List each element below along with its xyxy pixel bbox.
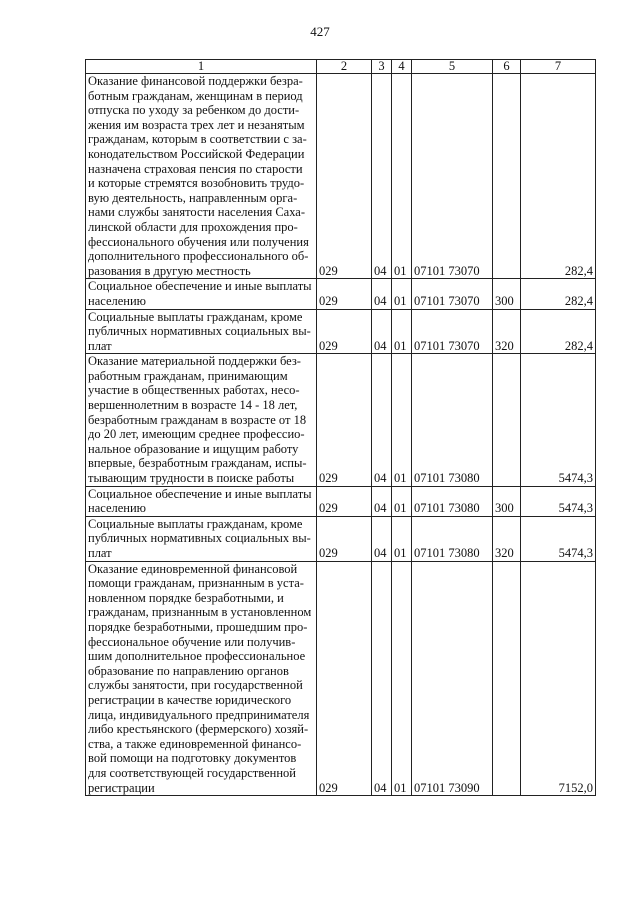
- row-description: [86, 354, 317, 486]
- description-line: до 20 лет, имеющим среднее профессио-: [88, 427, 305, 442]
- target-article-code: 07101 73070: [412, 309, 493, 354]
- description-line: линской области для прохождения про-: [88, 219, 298, 234]
- description-line: публичных нормативных социальных вы-: [88, 324, 311, 339]
- description-line: вершеннолетним в возрасте 14 - 18 лет,: [88, 398, 298, 413]
- column-header: 7: [521, 60, 596, 74]
- budget-table: [85, 59, 596, 796]
- description-line: ботным гражданам, женщинам в период: [88, 88, 303, 103]
- section-code: 04: [372, 516, 392, 561]
- subsection-code: 01: [392, 486, 412, 516]
- description-line: вую деятельность, направленным орга-: [88, 190, 298, 205]
- ministry-code: 029: [317, 309, 372, 354]
- description-line: населению: [88, 293, 146, 308]
- row-description: [86, 279, 317, 309]
- expense-type-code: 300: [493, 486, 521, 516]
- column-header: 5: [412, 60, 493, 74]
- section-code: 04: [372, 486, 392, 516]
- description-line: плат: [88, 338, 112, 353]
- ministry-code: 029: [317, 561, 372, 796]
- description-line: лица, индивидуального предпринимателя: [88, 707, 310, 722]
- description-line: Социальное обеспечение и иные выплаты: [88, 279, 312, 294]
- description-line: назначена страховая пенсия по старости: [88, 161, 303, 176]
- description-line: Социальное обеспечение и иные выплаты: [88, 486, 312, 501]
- row-description: [86, 516, 317, 561]
- amount: 282,4: [521, 309, 596, 354]
- description-line: новленном порядке безработными, и: [88, 590, 284, 605]
- description-line: плат: [88, 546, 112, 560]
- subsection-code: 01: [392, 309, 412, 354]
- description-line: регистрации: [88, 780, 155, 795]
- description-line: безработным гражданам в возрасте от 18: [88, 412, 307, 427]
- page-number: 427: [310, 24, 330, 39]
- description-line: нами службы занятости населения Саха-: [88, 205, 306, 220]
- subsection-code: 01: [392, 561, 412, 796]
- table-row: [86, 309, 596, 354]
- description-line: помощи гражданам, признанным в уста-: [88, 576, 304, 591]
- description-line: Оказание единовременной финансовой: [88, 561, 298, 576]
- target-article-code: 07101 73090: [412, 561, 493, 796]
- description-line: тывающим трудности в поиске работы: [88, 471, 295, 486]
- description-line: Социальные выплаты гражданам, кроме: [88, 309, 303, 324]
- section-code: 04: [372, 74, 392, 279]
- description-line: шим дополнительное профессиональное: [88, 649, 306, 664]
- table-header-row: [86, 60, 596, 74]
- ministry-code: 029: [317, 516, 372, 561]
- column-header: 4: [392, 60, 412, 74]
- description-line: либо крестьянского (фермерского) хозяй-: [88, 722, 309, 737]
- section-code: 04: [372, 354, 392, 486]
- description-line: ства, а также единовременной финансо-: [88, 736, 302, 751]
- description-line: гражданам, признанным в установленном: [88, 605, 312, 620]
- description-line: фессиональное обучение или получив-: [88, 634, 296, 649]
- row-description: [86, 309, 317, 354]
- table-row: [86, 486, 596, 516]
- ministry-code: 029: [317, 279, 372, 309]
- amount: 5474,3: [521, 486, 596, 516]
- description-line: разования в другую местность: [88, 263, 251, 278]
- description-line: жения им возраста трех лет и незанятым: [88, 117, 305, 132]
- expense-type-code: 320: [493, 516, 521, 561]
- description-line: нальное образование и ищущим работу: [88, 441, 299, 456]
- section-code: 04: [372, 279, 392, 309]
- column-header: 1: [86, 60, 317, 74]
- row-description: [86, 74, 317, 279]
- description-line: участие в общественных работах, несо-: [88, 383, 300, 398]
- target-article-code: 07101 73070: [412, 74, 493, 279]
- section-code: 04: [372, 309, 392, 354]
- table-row: [86, 354, 596, 486]
- description-line: и которые стремятся возобновить трудо-: [88, 176, 305, 191]
- description-line: Оказание финансовой поддержки безра-: [88, 74, 303, 88]
- ministry-code: 029: [317, 74, 372, 279]
- expense-type-code: [493, 74, 521, 279]
- description-line: публичных нормативных социальных вы-: [88, 531, 311, 546]
- description-line: образование по направлению органов: [88, 663, 289, 678]
- column-header: 3: [372, 60, 392, 74]
- amount: 282,4: [521, 74, 596, 279]
- amount: 5474,3: [521, 354, 596, 486]
- subsection-code: 01: [392, 354, 412, 486]
- section-code: 04: [372, 561, 392, 796]
- description-line: дополнительного профессионального об-: [88, 249, 309, 264]
- description-line: гражданам, которым в соответствии с за-: [88, 132, 307, 147]
- row-description: [86, 486, 317, 516]
- description-line: для соответствующей государственной: [88, 765, 296, 780]
- description-line: конодательством Российской Федерации: [88, 146, 305, 161]
- amount: 282,4: [521, 279, 596, 309]
- description-line: вой помощи на подготовку документов: [88, 751, 297, 766]
- column-header: 6: [493, 60, 521, 74]
- expense-type-code: 320: [493, 309, 521, 354]
- expense-type-code: [493, 354, 521, 486]
- description-line: впервые, безработным гражданам, испы-: [88, 456, 307, 471]
- table-row: [86, 561, 596, 796]
- column-header: 2: [317, 60, 372, 74]
- ministry-code: 029: [317, 354, 372, 486]
- expense-type-code: 300: [493, 279, 521, 309]
- subsection-code: 01: [392, 516, 412, 561]
- target-article-code: 07101 73070: [412, 279, 493, 309]
- amount: 5474,3: [521, 516, 596, 561]
- description-line: порядке безработными, прошедшим про-: [88, 619, 308, 634]
- ministry-code: 029: [317, 486, 372, 516]
- subsection-code: 01: [392, 279, 412, 309]
- description-line: Социальные выплаты гражданам, кроме: [88, 516, 303, 531]
- description-line: населению: [88, 501, 146, 516]
- expense-type-code: [493, 561, 521, 796]
- description-line: Оказание материальной поддержки без-: [88, 354, 301, 369]
- table-row: [86, 74, 596, 279]
- target-article-code: 07101 73080: [412, 486, 493, 516]
- table-row: [86, 516, 596, 561]
- description-line: отпуска по уходу за ребенком до дости-: [88, 103, 300, 118]
- table-row: [86, 279, 596, 309]
- description-line: службы занятости, при государственной: [88, 678, 303, 693]
- description-line: работным гражданам, принимающим: [88, 368, 288, 383]
- target-article-code: 07101 73080: [412, 354, 493, 486]
- subsection-code: 01: [392, 74, 412, 279]
- row-description: [86, 561, 317, 796]
- description-line: регистрации в качестве юридического: [88, 692, 292, 707]
- target-article-code: 07101 73080: [412, 516, 493, 561]
- description-line: фессионального обучения или получения: [88, 234, 309, 249]
- amount: 7152,0: [521, 561, 596, 796]
